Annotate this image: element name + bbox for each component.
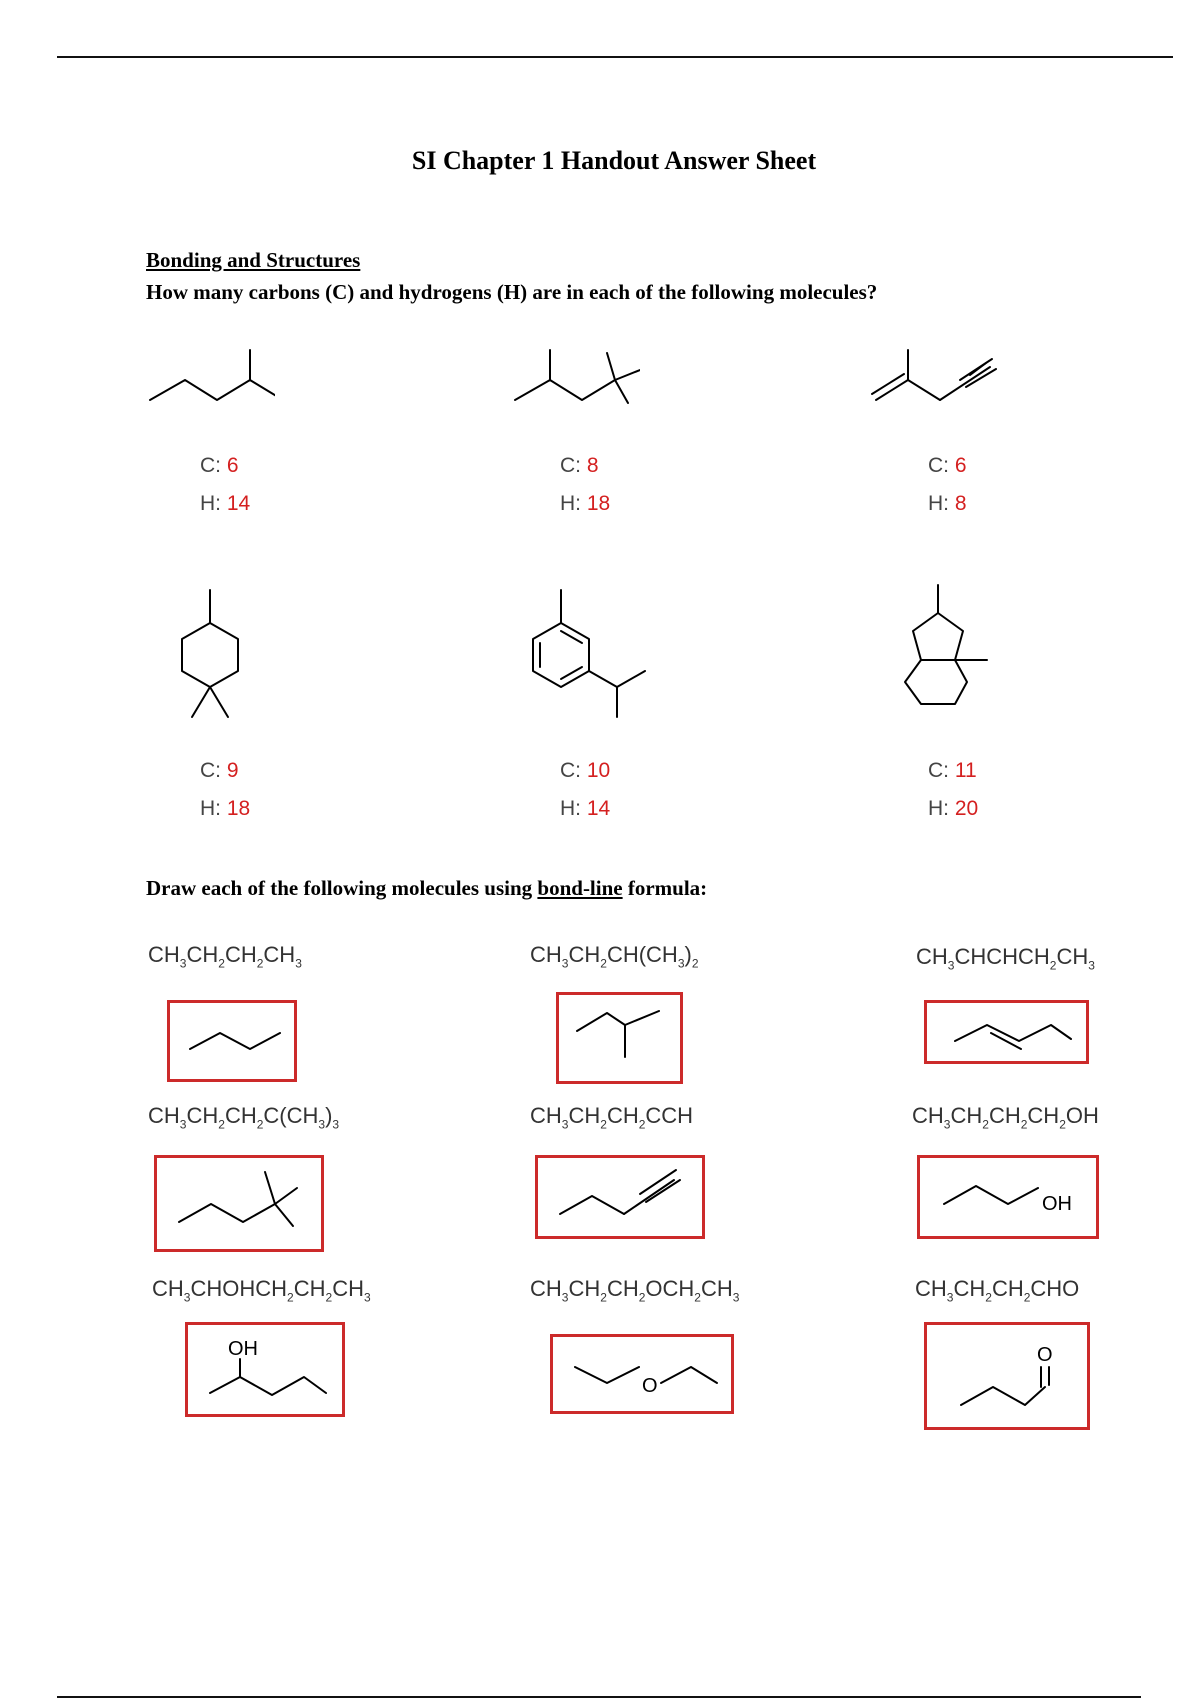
formula-3: $CH_3CHCHCH_2CH_3$ <box>916 944 1095 973</box>
molecule-3 <box>870 345 1010 410</box>
question-draw: Draw each of the following molecules using bond-line formula: <box>146 876 708 900</box>
answer-box-3 <box>924 1000 1089 1064</box>
formula-8: $CH_3CH_2CH_2OCH_2CH_3$ <box>530 1276 740 1305</box>
bottom-rule <box>57 1696 1141 1698</box>
answer-box-1 <box>167 1000 297 1082</box>
oh-label: OH <box>228 1338 258 1360</box>
count-6: C: 11 H: 20 <box>928 759 979 820</box>
molecule-2 <box>510 345 640 410</box>
molecule-4 <box>170 585 250 720</box>
answer-box-2 <box>556 992 683 1084</box>
formula-7: $CH_3CHOHCH_2CH_2CH_3$ <box>152 1276 371 1305</box>
answer-box-7 <box>185 1322 345 1417</box>
count-4: C: 9 H: 18 <box>200 759 251 820</box>
top-rule <box>57 56 1173 58</box>
o-label: O <box>642 1375 658 1397</box>
count-2: C: 8 H: 18 <box>560 454 611 515</box>
count-1: C: 6 H: 14 <box>200 454 251 515</box>
formula-2: $CH_3CH_2CH(CH_3)_2$ <box>530 942 699 971</box>
count-5: C: 10 H: 14 <box>560 759 611 820</box>
question-count: How many carbons (C) and hydrogens (H) are in each of the following molecules? <box>146 280 878 304</box>
formula-6: $CH_3CH_2CH_2CH_2OH$ <box>912 1103 1099 1132</box>
count-3: C: 6 H: 8 <box>928 454 967 515</box>
page-title: SI Chapter 1 Handout Answer Sheet <box>411 146 817 175</box>
answer-box-8 <box>550 1334 734 1414</box>
molecule-1 <box>145 345 275 410</box>
oh-label: OH <box>1042 1193 1072 1215</box>
formula-4: $CH_3CH_2CH_2C(CH_3)_3$ <box>148 1103 340 1132</box>
answer-box-9 <box>924 1322 1090 1430</box>
molecule-6 <box>895 580 1005 720</box>
section-heading: Bonding and Structures <box>146 248 361 272</box>
formula-1: $CH_3CH_2CH_2CH_3$ <box>148 942 302 971</box>
o-label: O <box>1037 1344 1053 1366</box>
answer-box-6 <box>917 1155 1099 1239</box>
answer-box-4 <box>154 1155 324 1252</box>
answer-box-5 <box>535 1155 705 1239</box>
formula-5: $CH_3CH_2CH_2CCH$ <box>530 1103 694 1132</box>
formula-9: $CH_3CH_2CH_2CHO$ <box>915 1276 1080 1305</box>
molecule-5 <box>525 585 655 720</box>
